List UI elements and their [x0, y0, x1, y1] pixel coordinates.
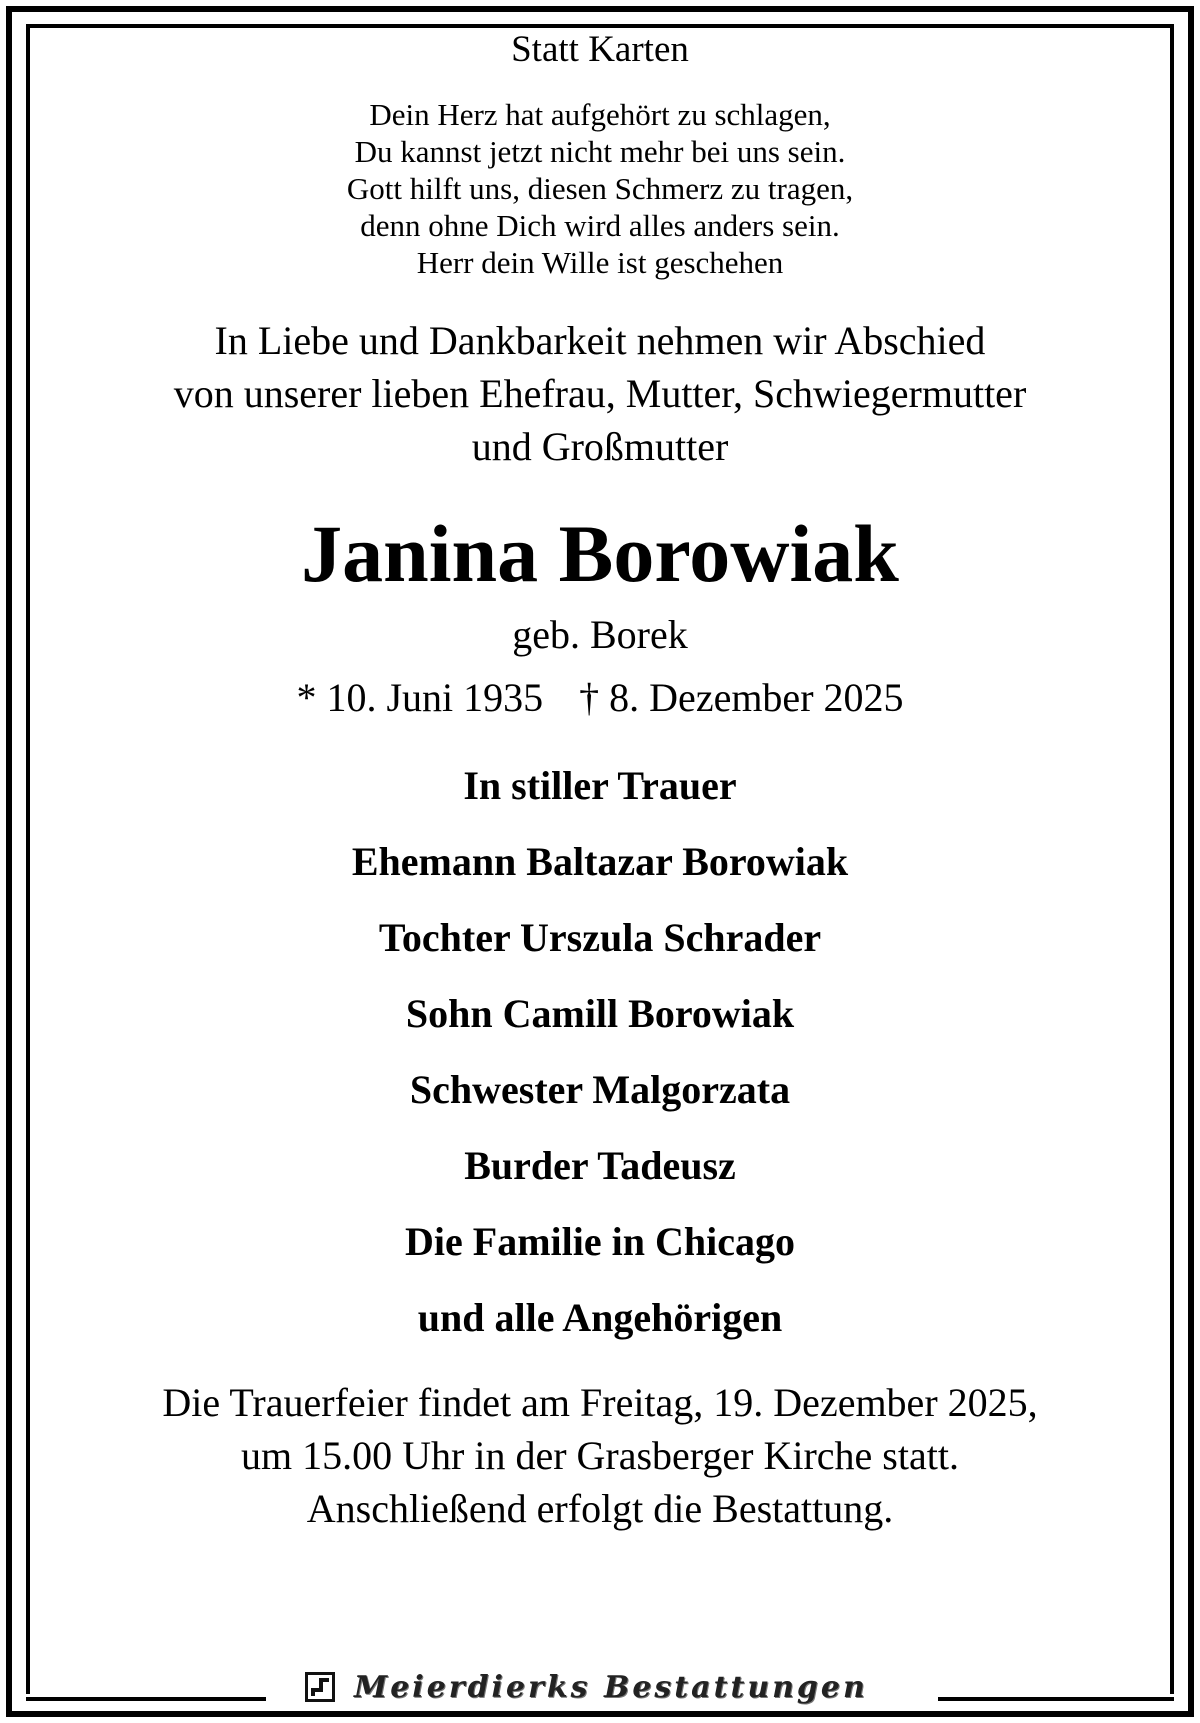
intro-line: In Liebe und Dankbarkeit nehmen wir Abschied — [214, 318, 986, 363]
maiden-name: geb. Borek — [512, 612, 688, 657]
poem-line: Gott hilft uns, diesen Schmerz zu tragen, — [346, 171, 854, 206]
poem-line: Du kannst jetzt nicht mehr bei uns sein. — [354, 134, 846, 169]
funeral-home-name: Meierdierks Bestattungen — [354, 1669, 868, 1705]
service-line: Anschließend erfolgt die Bestattung. — [306, 1486, 894, 1531]
statt-karten-heading: Statt Karten — [511, 29, 689, 70]
footer-rule-left — [26, 1697, 266, 1701]
footer-rule-right — [938, 1697, 1174, 1701]
mourners-heading: In stiller Trauer — [463, 763, 737, 808]
intro-line: von unserer lieben Ehefrau, Mutter, Schwiegermutter — [173, 371, 1027, 416]
corner-arrow-icon — [300, 1671, 340, 1703]
funeral-home-footer — [26, 1665, 1174, 1707]
service-line: um 15.00 Uhr in der Grasberger Kirche statt. — [241, 1433, 959, 1478]
funeral-home-logo — [274, 1665, 922, 1709]
poem-line: Dein Herz hat aufgehört zu schlagen, — [369, 97, 831, 132]
deceased-name: Janina Borowiak — [301, 508, 899, 599]
death-date: † 8. Dezember 2025 — [579, 675, 904, 720]
mourner: Sohn Camill Borowiak — [405, 991, 795, 1036]
mourners-list — [30, 748, 1170, 1356]
poem — [30, 96, 1170, 281]
life-dates — [30, 668, 1170, 728]
poem-line: Herr dein Wille ist geschehen — [416, 245, 784, 280]
farewell-intro — [30, 314, 1170, 473]
mourner: Burder Tadeusz — [464, 1143, 736, 1188]
intro-line: und Großmutter — [471, 424, 729, 469]
birth-date: * 10. Juni 1935 — [296, 675, 544, 720]
poem-line: denn ohne Dich wird alles anders sein. — [360, 208, 840, 243]
service-line: Die Trauerfeier findet am Freitag, 19. Dezember 2025, — [162, 1380, 1038, 1425]
obituary-notice — [30, 28, 1170, 1535]
mourner: Ehemann Baltazar Borowiak — [351, 839, 849, 884]
funeral-service-info — [30, 1376, 1170, 1535]
mourner: Tochter Urszula Schrader — [378, 915, 822, 960]
mourner: Die Familie in Chicago — [405, 1219, 795, 1264]
mourner: und alle Angehörigen — [417, 1295, 783, 1340]
mourner: Schwester Malgorzata — [409, 1067, 791, 1112]
